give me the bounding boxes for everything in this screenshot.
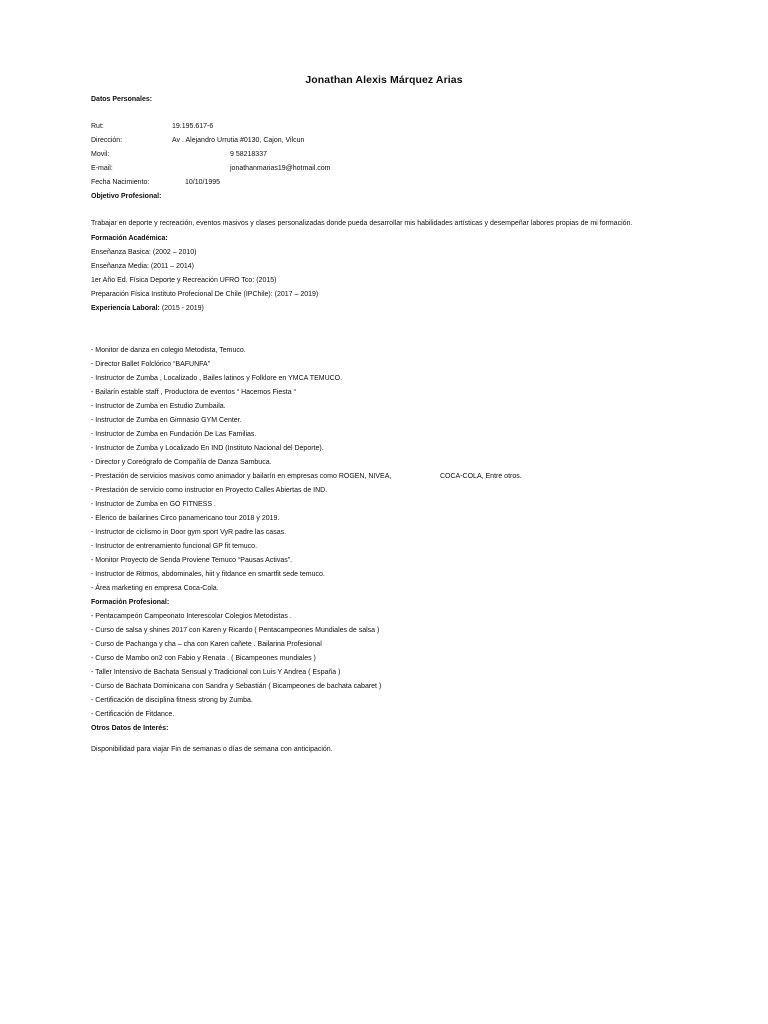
other-heading: Otros Datos de Interés: [91, 725, 169, 732]
experience-heading: Experiencia Laboral: [91, 305, 160, 312]
professional-item: - Curso de Pachanga y cha – cha con Karen cañete . Bailarina Profesional [91, 641, 322, 648]
address-label: Dirección: [91, 137, 123, 144]
professional-item: - Curso de salsa y shines 2017 con Karen y Ricardo ( Pentacampeones Mundiales de salsa ) [91, 627, 380, 634]
professional-item: - Certificación de Fitdance. [91, 711, 175, 718]
objective-heading: Objetivo Profesional: [91, 193, 162, 200]
experience-item: - Área marketing en empresa Coca-Cola. [91, 585, 219, 592]
experience-item: - Instructor de Zumba en Estudio Zumbaila. [91, 403, 226, 410]
experience-item: - Monitor de danza en colegio Metodista, Temuco. [91, 347, 246, 354]
experience-item: - Instructor de Zumba en GO FITNESS . [91, 501, 216, 508]
experience-item: - Instructor de Zumba en Gimnasio GYM Center. [91, 417, 242, 424]
birth-label: Fecha Nacimiento: [91, 179, 150, 186]
personal-heading: Datos Personales: [91, 96, 153, 103]
experience-item: - Instructor de entrenamiento funcional GP fit temuco. [91, 543, 258, 550]
experience-item-tail: COCA-COLA, Entre otros. [440, 473, 522, 480]
experience-item: - Elenco de bailarines Circo panamericano tour 2018 y 2019. [91, 515, 280, 522]
email-value: jonathanmarias19@hotmail.com [230, 165, 331, 172]
experience-item: - Director y Coreógrafo de Compañía de Danza Sambuca. [91, 459, 272, 466]
mobile-value: 9 58218337 [230, 151, 267, 158]
birth-value: 10/10/1995 [185, 179, 221, 186]
experience-item: - Bailarín estable staff , Productora de eventos “ Hacemos Fiesta “ [91, 389, 296, 396]
email-label: E-mail: [91, 165, 113, 172]
academic-item: 1er Año Ed. Física Deporte y Recreación UFRO Tco: (2015) [91, 277, 277, 284]
rut-label: Rut: [91, 123, 104, 130]
address-value: Av . Alejandro Urrutia #0130, Cajon, Vilcun [172, 137, 305, 144]
rut-value: 19.195.617-6 [172, 123, 214, 130]
academic-item: Enseñanza Basica: (2002 – 2010) [91, 249, 197, 256]
academic-heading: Formación Académica: [91, 235, 168, 242]
experience-heading-row [91, 304, 204, 313]
other-text: Disponibilidad para viajar Fin de semanas o días de semana con anticipación. [91, 746, 333, 753]
experience-item: - Prestación de servicios masivos como animador y bailarín en empresas como ROGEN, NIVEA, [91, 473, 392, 480]
resume-title: Jonathan Alexis Márquez Arias [305, 74, 463, 86]
experience-item: - Instructor de Ritmos, abdominales, hiit y fitdance en smartfit sede temuco. [91, 571, 325, 578]
experience-item: - Prestación de servicio como instructor en Proyecto Calles Abiertas de IND. [91, 487, 328, 494]
academic-item: Preparación Física Instituto Profecional De Chile (IPChile): (2017 – 2019) [91, 291, 319, 298]
professional-item: - Curso de Mambo on2 con Fabio y Renata . ( Bicampeones mundiales ) [91, 655, 316, 662]
professional-heading: Formación Profesional: [91, 599, 170, 606]
experience-item: - Instructor de ciclismo in Door gym sport VyR padre las casas. [91, 529, 287, 536]
mobile-label: Movil: [91, 151, 110, 158]
professional-item: - Curso de Bachata Dominicana con Sandra y Sebastián ( Bicampeones de bachata cabaret ) [91, 683, 382, 690]
experience-item: - Monitor Proyecto de Senda Proviene Temuco “Pausas Activas”. [91, 557, 293, 564]
professional-item: - Pentacampeón Campeonato Interescolar Colegios Metodistas . [91, 613, 292, 620]
professional-item: - Taller Intensivo de Bachata Sensual y Tradicional con Luis Y Andrea ( España ) [91, 669, 341, 676]
experience-years: (2015 - 2019) [161, 305, 204, 312]
experience-item: - Instructor de Zumba y Localizado En IND (Instituto Nacional del Deporte). [91, 445, 324, 452]
academic-item: Enseñanza Media: (2011 – 2014) [91, 263, 194, 270]
experience-item: - Instructor de Zumba en Fundación De Las Familias. [91, 431, 257, 438]
professional-item: - Certificación de disciplina fitness strong by Zumba. [91, 697, 253, 704]
objective-text: Trabajar en deporte y recreación, eventos masivos y clases personalizadas donde pueda desarrollar mis habilidades artísticas y desempeñar labores propias de mi formación. [91, 220, 633, 227]
experience-item: - Instructor de Zumba , Localizado , Bailes latinos y Folklore en YMCA TEMUCO. [91, 375, 343, 382]
experience-item: - Director Ballet Folclórico “BAFUNFA” [91, 361, 211, 368]
